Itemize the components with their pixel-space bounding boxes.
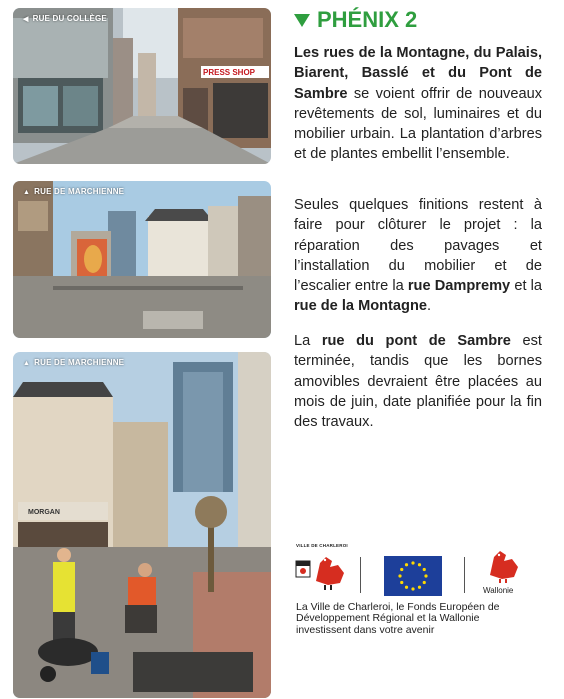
- triangle-icon: ▲: [23, 360, 31, 367]
- charleroi-logo-icon: [294, 551, 350, 591]
- paragraph-1: [294, 43, 542, 165]
- paragraph-2-text: Seules quelques finitions restent à faire pour clôturer le projet : la réparation des pavages et l’installation du mobilier et de l’escalier entre la: [294, 197, 542, 295]
- triangle-icon: ◀: [23, 16, 29, 23]
- caption-text: RUE DE MARCHIENNE: [34, 358, 125, 367]
- wallonie-cock-icon: [484, 549, 520, 583]
- funding-credit-text: La Ville de Charleroi, le Fonds Européen de Développement Régional et la Wallonie investissent dans votre avenir: [296, 601, 500, 636]
- street-name-montagne: rue de la Montagne: [294, 298, 427, 315]
- photo-rue-de-marchienne-1: [13, 181, 271, 338]
- photo-caption: [23, 187, 124, 196]
- eu-star-icon: [418, 563, 421, 566]
- caption-text: RUE DE MARCHIENNE: [34, 187, 125, 196]
- street-photo-1: [13, 8, 271, 164]
- eu-star-icon: [423, 581, 426, 584]
- eu-star-icon: [418, 586, 421, 589]
- paragraph-1-text: se voient offrir de nouveaux revêtements de sol, luminaires et du mobilier urbain. La plantation d’arbres et de plantes embellit l’ensemble.: [294, 85, 542, 163]
- heading-text: PHÉNIX 2: [317, 7, 418, 32]
- section-heading: [294, 7, 417, 33]
- paragraph-2: [294, 195, 542, 317]
- eu-star-icon: [400, 581, 403, 584]
- street-name-dampremy: rue Dampremy: [407, 278, 511, 295]
- eu-star-icon: [423, 568, 426, 571]
- ville-de-charleroi-label: VILLE DE CHARLEROI: [296, 543, 348, 548]
- paragraph-3: [294, 331, 542, 432]
- photo-caption: [23, 14, 107, 23]
- shop-sign-press: PRESS SHOP: [203, 68, 256, 77]
- eu-flag-icon: [384, 556, 442, 596]
- eu-star-icon: [405, 586, 408, 589]
- triangle-icon: ▲: [23, 189, 31, 196]
- eu-star-icon: [424, 574, 427, 577]
- shop-sign-morgan: MORGAN: [28, 509, 60, 516]
- eu-star-icon: [411, 587, 414, 590]
- triangle-down-icon: [294, 14, 310, 27]
- paragraph-2-text: .: [426, 298, 432, 315]
- street-photo-2: [13, 181, 271, 338]
- paragraph-3-text: est terminée, tandis que les bornes amovibles devraient être placées au mois de juin, date planifiée pour la fin des travaux.: [294, 333, 542, 431]
- wallonie-label: Wallonie: [483, 586, 514, 595]
- street-name-pont-de-sambre: rue du pont de Sambre: [321, 333, 511, 349]
- paragraph-1-bold: Les rues de la Montagne, du Palais, Biarent, Basslé et du Pont de Sambre: [294, 45, 542, 102]
- caption-text: RUE DU COLLÈGE: [32, 14, 107, 23]
- eu-star-icon: [398, 574, 401, 577]
- divider: [464, 557, 465, 593]
- photo-rue-du-college: [13, 8, 271, 164]
- photo-rue-de-marchienne-2: [13, 352, 271, 698]
- paragraph-2-text: et la: [510, 278, 543, 295]
- eu-star-icon: [411, 561, 414, 564]
- divider: [360, 557, 361, 593]
- eu-star-icon: [400, 568, 403, 571]
- eu-star-icon: [405, 563, 408, 566]
- photo-caption: [23, 358, 124, 367]
- street-photo-3: [13, 352, 271, 698]
- paragraph-3-text: La: [294, 333, 322, 349]
